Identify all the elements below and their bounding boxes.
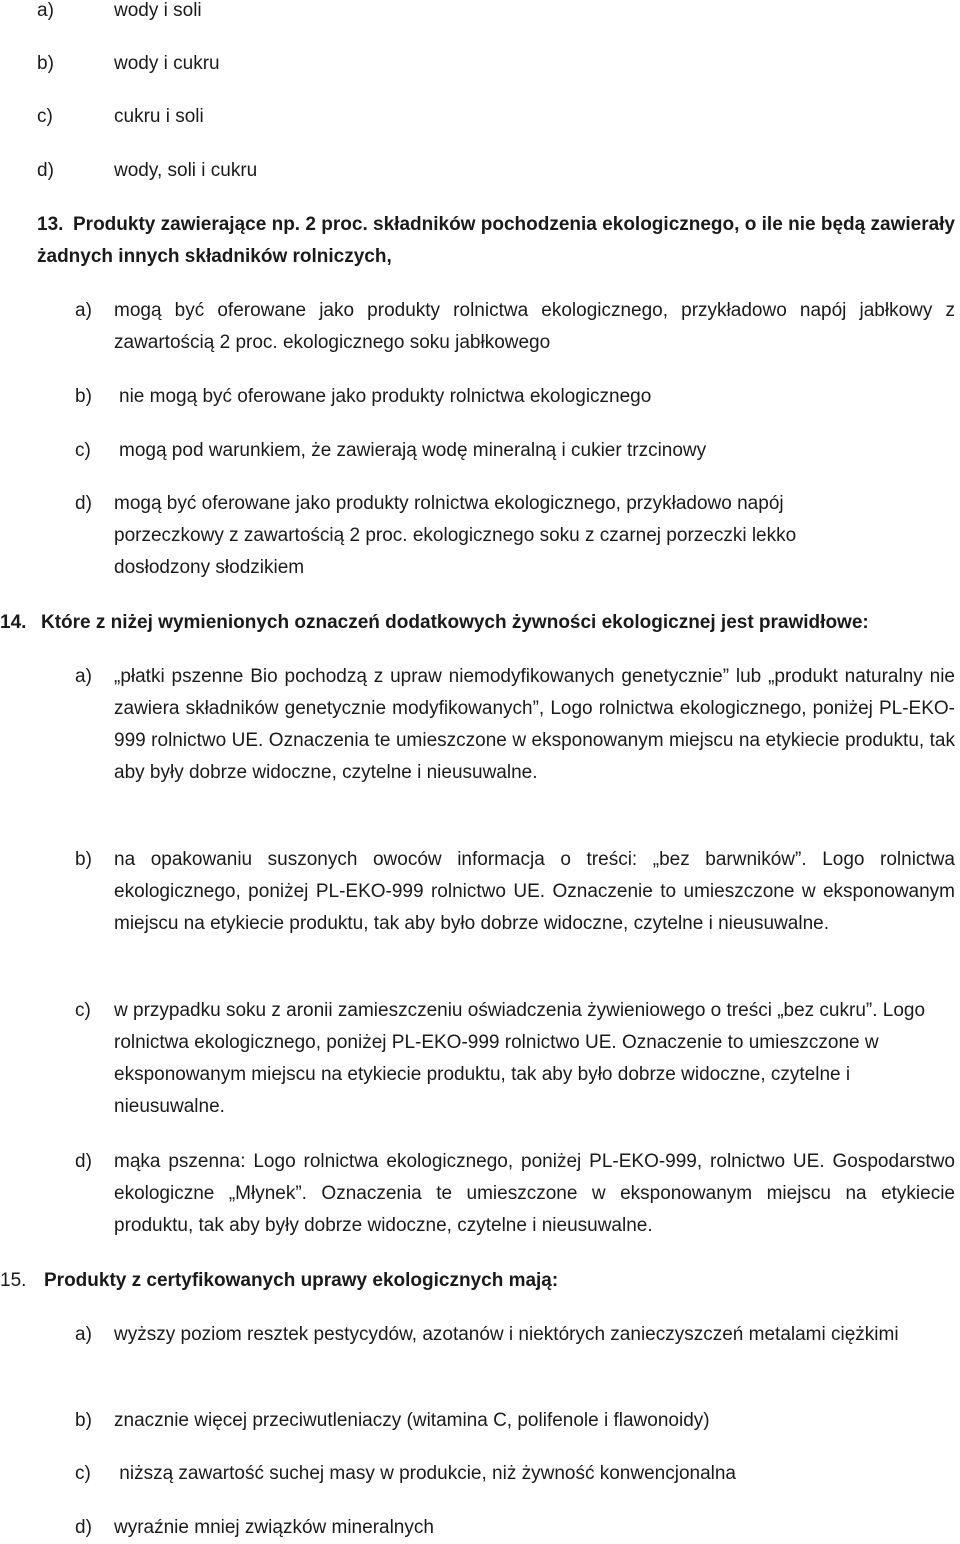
q13-option-c-letter: c)	[75, 440, 91, 461]
q15-option-c-text: niższą zawartość suchej masy w produkcie, niż żywność konwencjonalna	[114, 1463, 736, 1484]
q14-option-b-letter: b)	[75, 849, 92, 870]
q13-question: Produkty zawierające np. 2 proc. składników pochodzenia ekologicznego, o ile nie będą zawierały żadnych innych składników rolniczych,	[37, 214, 955, 267]
q13-option-d-letter: d)	[75, 493, 92, 514]
q14-option-c-text: w przypadku soku z aronii zamieszczeniu oświadczenia żywieniowego o treści „bez cukru”. Logo rolnictwa ekologicznego, poniżej PL-EKO-999 rolnictwo UE. Oznaczenie to umieszczone w eksponowanym miejscu na etykiecie produktu, tak aby było dobrze widoczne, czytelne i nieusuwalne.	[114, 1000, 926, 1117]
q13-option-a-text: mogą być oferowane jako produkty rolnictwa ekologicznego, przykładowo napój jabłkowy z zawartością 2 proc. ekologicznego soku jabłkowego	[114, 300, 955, 353]
q14-option-b-text: na opakowaniu suszonych owoców informacja o treści: „bez barwników”. Logo rolnictwa ekologicznego, poniżej PL-EKO-999 rolnictwo UE. Oznaczenie to umieszczone w eksponowanym miejscu na etykiecie produktu, tak aby było dobrze widoczne, czytelne i nieusuwalne.	[114, 849, 955, 934]
q12-option-a-letter: a)	[37, 0, 54, 21]
q13-option-b-letter: b)	[75, 386, 92, 407]
q13-option-b-text: nie mogą być oferowane jako produkty rolnictwa ekologicznego	[119, 386, 652, 407]
q15-number: 15.	[0, 1270, 27, 1291]
q13-option-c-text: mogą pod warunkiem, że zawierają wodę mineralną i cukier trzcinowy	[119, 440, 707, 461]
q13-option-d-text: mogą być oferowane jako produkty rolnictwa ekologicznego, przykładowo napój porzeczkowy z zawartością 2 proc. ekologicznego soku z czarnej porzeczki lekko dosłodzony słodzikiem	[114, 493, 797, 578]
q15-option-d-text: wyraźnie mniej związków mineralnych	[114, 1517, 434, 1538]
q14-option-c-letter: c)	[75, 1000, 91, 1021]
q14-number: 14.	[0, 612, 27, 633]
q12-option-a-text: wody i soli	[114, 0, 202, 21]
q14-question: Które z niżej wymienionych oznaczeń dodatkowych żywności ekologicznej jest prawidłowe:	[41, 612, 869, 633]
q13-number: 13.	[37, 214, 64, 235]
q15-option-c-letter: c)	[75, 1463, 91, 1484]
q14-option-d-letter: d)	[75, 1151, 92, 1172]
q13-option-a-letter: a)	[75, 300, 92, 321]
q12-option-b-text: wody i cukru	[114, 53, 220, 74]
q12-option-d-text: wody, soli i cukru	[114, 160, 258, 181]
q14-option-a-letter: a)	[75, 666, 92, 687]
q15-option-a-letter: a)	[75, 1324, 92, 1345]
q12-option-c-text: cukru i soli	[114, 106, 204, 127]
q12-option-d-letter: d)	[37, 160, 54, 181]
q15-option-b-text: znacznie więcej przeciwutleniaczy (witamina C, polifenole i flawonoidy)	[114, 1410, 710, 1431]
q15-option-d-letter: d)	[75, 1517, 92, 1538]
q14-option-a-text: „płatki pszenne Bio pochodzą z upraw niemodyfikowanych genetycznie” lub „produkt naturalny nie zawiera składników genetycznie modyfikowanych”, Logo rolnictwa ekologicznego, poniżej PL-EKO-999 rolnictwo UE. Oznaczenia te umieszczone w eksponowanym miejscu na etykiecie produktu, tak aby były dobrze widoczne, czytelne i nieusuwalne.	[114, 666, 955, 783]
q15-option-b-letter: b)	[75, 1410, 92, 1431]
q14-option-d-text: mąka pszenna: Logo rolnictwa ekologicznego, poniżej PL-EKO-999, rolnictwo UE. Gospodarstwo ekologiczne „Młynek”. Oznaczenia te umieszczone w eksponowanym miejscu na etykiecie produktu, tak aby były dobrze widoczne, czytelne i nieusuwalne.	[114, 1151, 955, 1236]
q15-option-a-text: wyższy poziom resztek pestycydów, azotanów i niektórych zanieczyszczeń metalami ciężkimi	[114, 1324, 899, 1345]
q12-option-b-letter: b)	[37, 53, 54, 74]
q15-question: Produkty z certyfikowanych uprawy ekologicznych mają:	[44, 1270, 559, 1291]
q12-option-c-letter: c)	[37, 106, 53, 127]
